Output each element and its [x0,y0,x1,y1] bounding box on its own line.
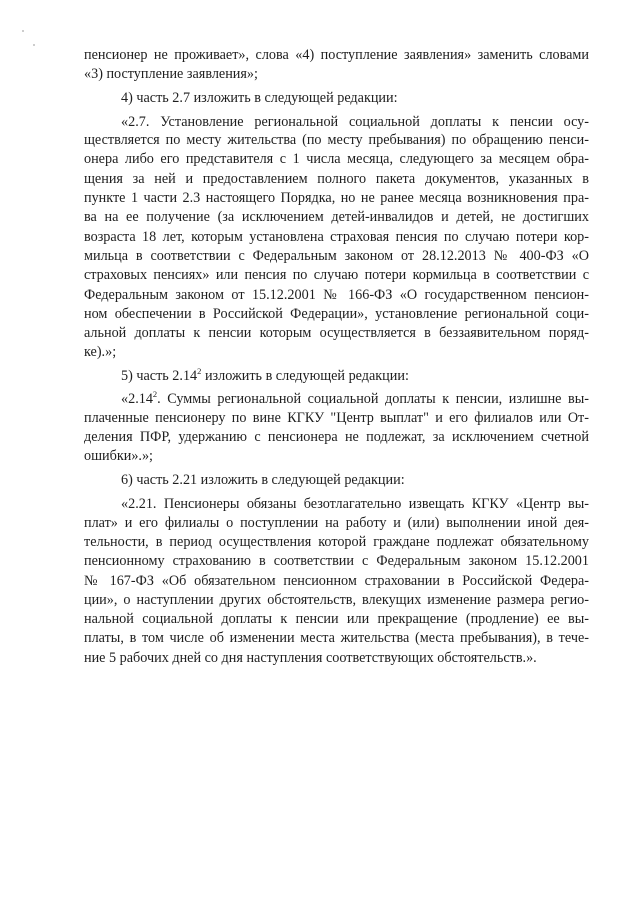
text-line: альной доплаты к пенсии которым осуществляется в беззаявительном поряд- [84,325,589,341]
scan-speck [22,30,24,32]
text-line: страховых пенсиях» или пенсия по случаю потери кормильца в соответствии с [84,267,589,283]
text-line: онера либо его представителя с 1 числа месяца, следующего за месяцем обра- [84,151,589,167]
text-line: плат» и его филиалы о поступлении на работу и (или) выполнении иной дея- [84,515,589,531]
text-line: «3) поступление заявления»; [84,66,258,82]
text-line: ществляется по месту жительства (по месту пребывания) по обращению пенси- [84,132,589,148]
text-line: ошибки».»; [84,448,153,464]
text-line: ва на ее получение (за исключением детей-инвалидов и детей, не достигших [84,209,589,225]
text-line: платы, в том числе об изменении места жительства (места пребывания), в тече- [84,630,589,646]
scan-speck [33,44,35,46]
text-line: 6) часть 2.21 изложить в следующей редакции: [121,472,405,488]
text-line: деления ПФР, удержанию с пенсионера не подлежат, за исключением счетной [84,429,589,445]
text-line: 5) часть 2.14$^2$ изложить в следующей редакции: [121,366,409,384]
text-line: «2.14$^2$. Суммы региональной социальной доплаты к пенсии, излишне вы- [121,389,589,407]
text-line: Федеральным законом от 15.12.2001 № 166-ФЗ «О государственном пенсион- [84,287,589,303]
text-line: «2.7. Установление региональной социальной доплаты к пенсии осу- [121,114,589,130]
text-line: пункте 1 части 2.3 настоящего Порядка, но не ранее месяца возникновения пра- [84,190,589,206]
text-line: пенсионер не проживает», слова «4) поступление заявления» заменить словами [84,47,589,63]
text-line: возраста 18 лет, которым установлена страховая пенсия по случаю потери кор- [84,229,589,245]
text-line: плаченные пенсионеру по вине КГКУ "Центр выплат" и его филиалов или От- [84,410,589,426]
text-line: 4) часть 2.7 изложить в следующей редакции: [121,90,398,106]
text-line: мильца в соответствии с Федеральным законом от 28.12.2013 № 400-ФЗ «О [84,248,589,264]
text-line: ном обеспечении в Российской Федерации», установление региональной соци- [84,306,589,322]
text-line: щения за ней и предоставлением полного пакета документов, указанных в [84,171,589,187]
text-line: ке).»; [84,344,117,360]
text-line: пенсионному страхованию в соответствии с Федеральным законом 15.12.2001 [84,553,589,569]
text-line: ние 5 рабочих дней со дня наступления соответствующих обстоятельств.». [84,650,537,666]
text-line: № 167-ФЗ «Об обязательном пенсионном страховании в Российской Федера- [84,573,589,589]
text-line: ции», о наступлении других обстоятельств, влекущих изменение размера регио- [84,592,589,608]
text-line: тельности, в период осуществления которой граждане подлежат обязательному [84,534,589,550]
text-line: «2.21. Пенсионеры обязаны безотлагательно извещать КГКУ «Центр вы- [121,496,589,512]
text-line: нальной социальной доплаты к пенсии или прекращение (продление) ее вы- [84,611,589,627]
